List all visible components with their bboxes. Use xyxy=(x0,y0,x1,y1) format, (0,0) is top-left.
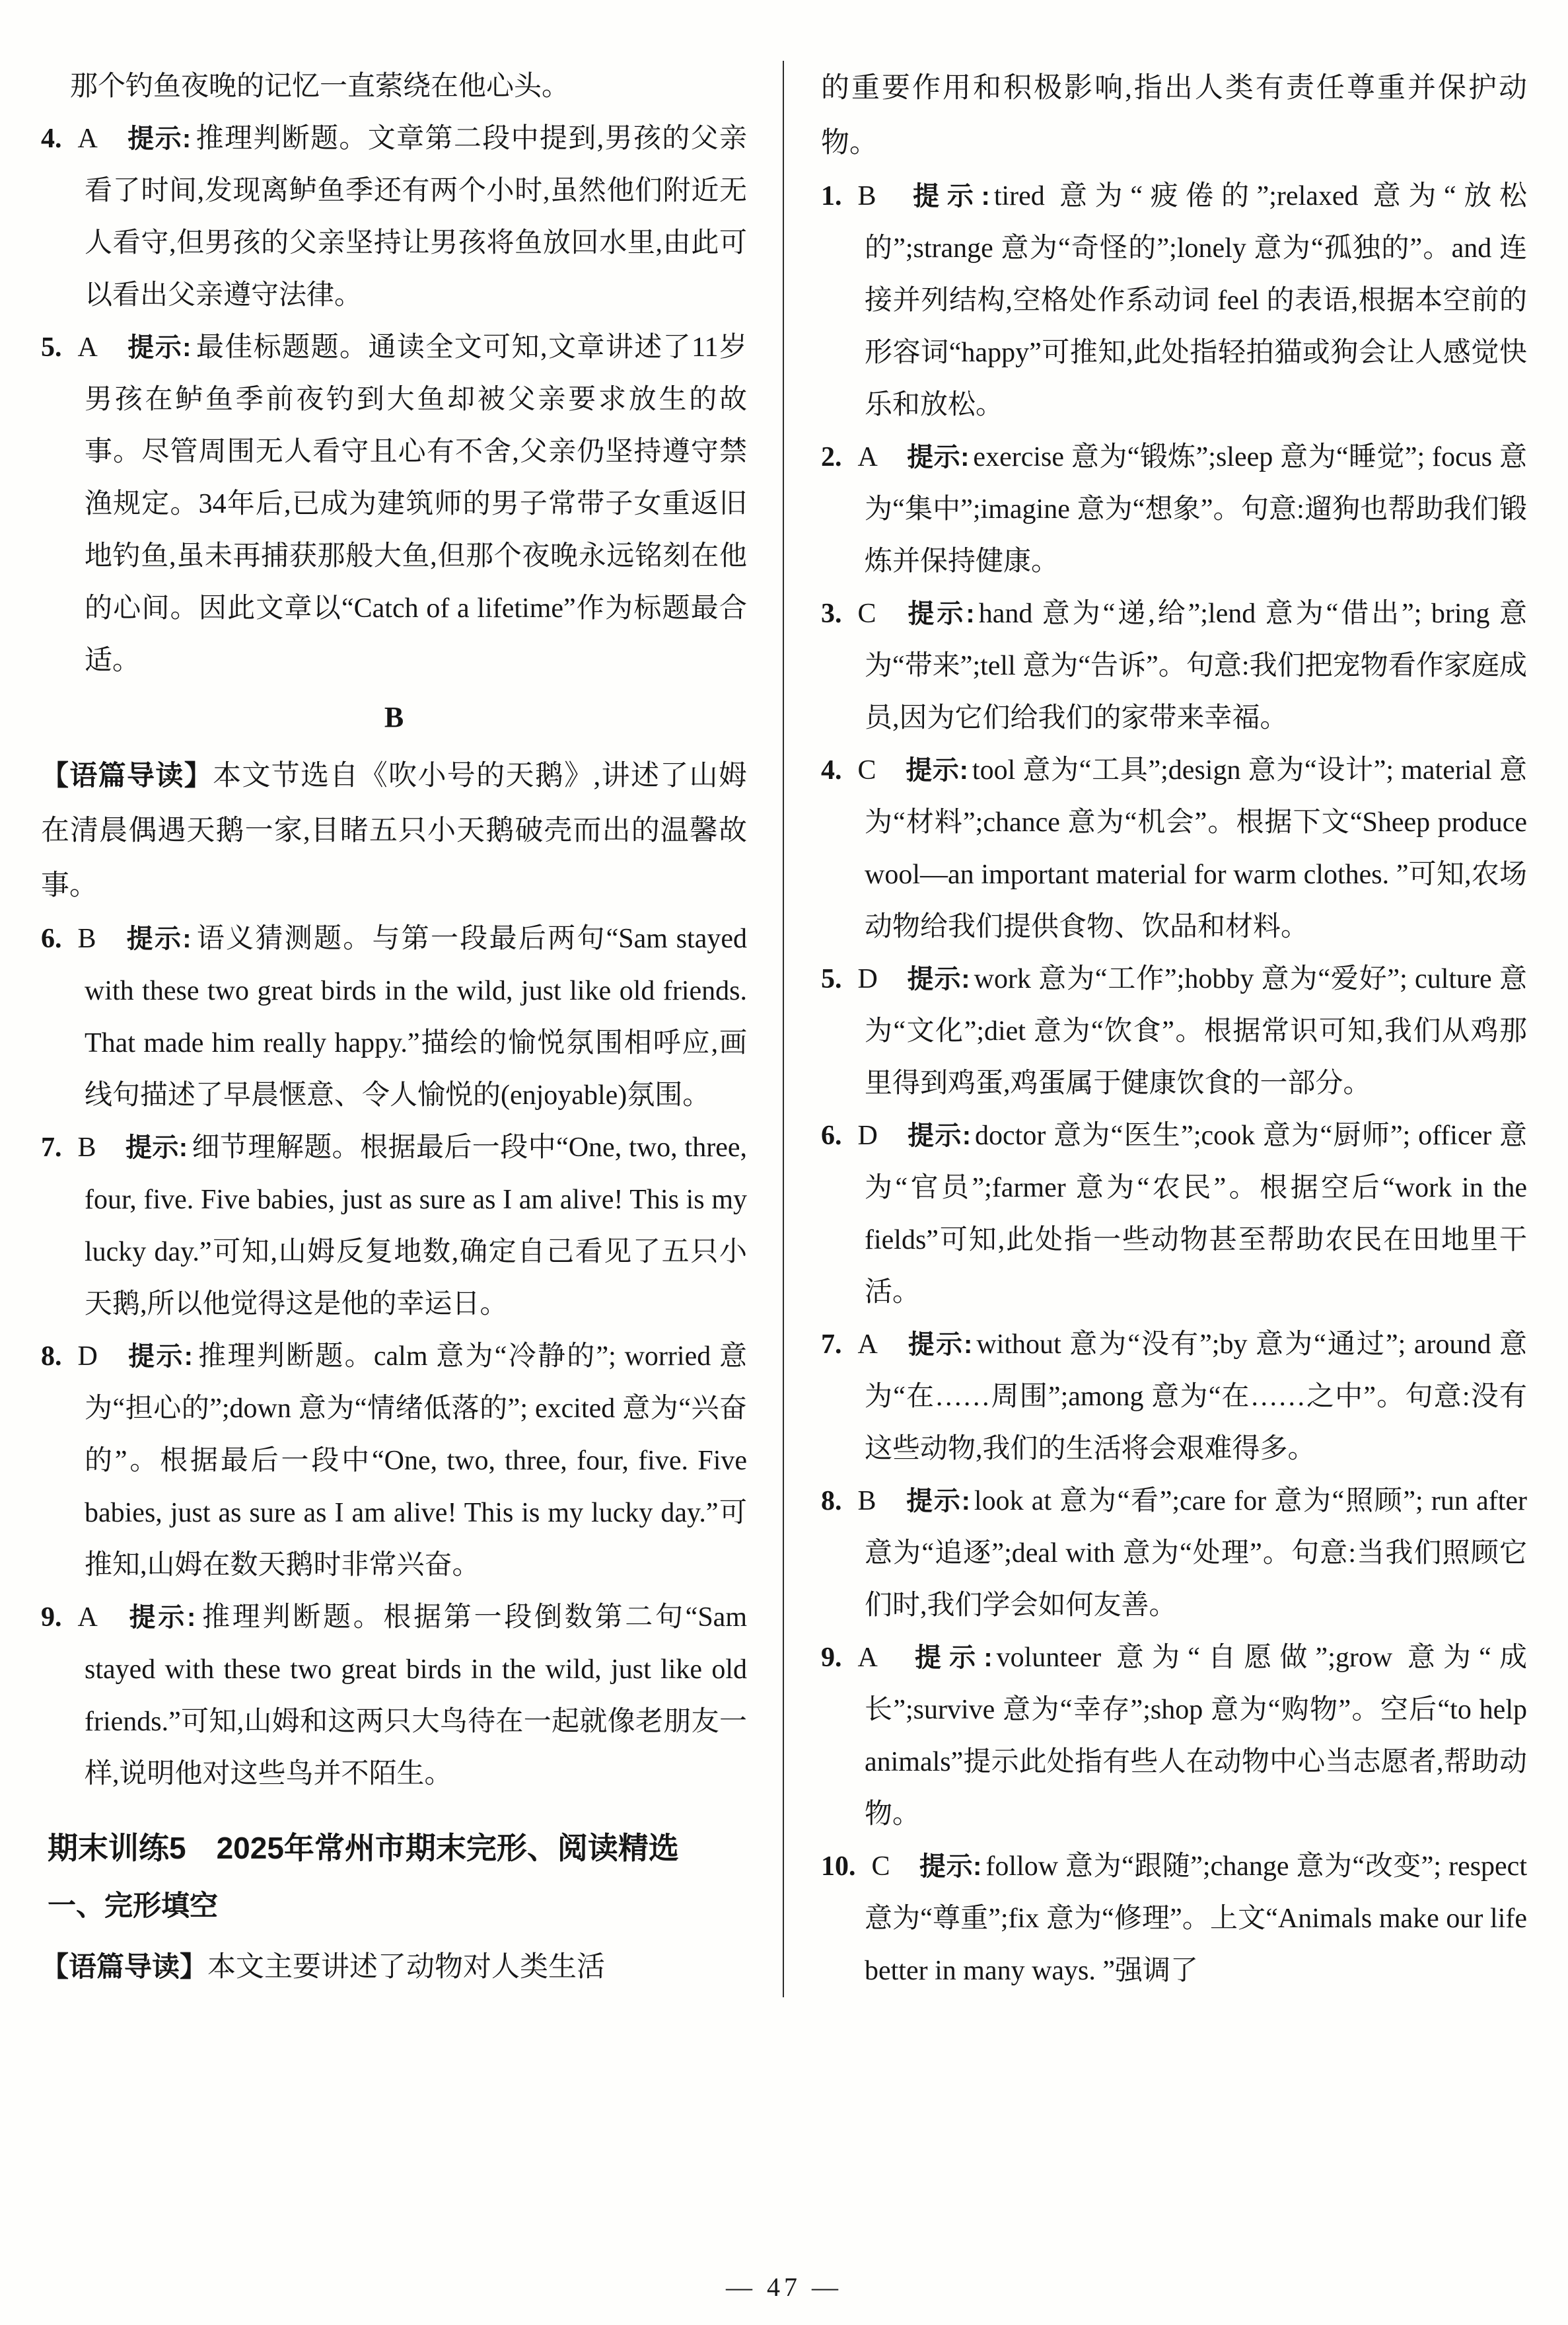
answer-letter: D xyxy=(77,1341,98,1372)
cloze-section-heading: 一、完形填空 xyxy=(48,1890,218,1922)
answer-item-6 xyxy=(821,1110,1527,1319)
paragraph-continuation: 那个钓鱼夜晚的记忆一直萦绕在他心头。 xyxy=(70,71,570,102)
question-number: 6. xyxy=(821,1121,842,1151)
answer-letter: A xyxy=(857,1642,878,1673)
explanation-text: look at 意为“看”;care for 意为“照顾”; run after 意为“追逐”;deal with 意为“处理”。句意:当我们照顾它们时,我们学会如何友善。 xyxy=(865,1486,1527,1621)
explanation-text: doctor 意为“医生”;cook 意为“厨师”; officer 意为“官员”;farmer 意为“农民”。根据空后“work in the fields”可知,此处指一些动物甚至帮助农民在田地里干活。 xyxy=(865,1121,1528,1308)
hint-label: 提示: xyxy=(905,182,990,211)
answer-letter: A xyxy=(77,332,98,363)
answer-item-6 xyxy=(41,913,747,1122)
hint-label: 提示: xyxy=(906,1643,993,1672)
guide-text: 本文主要讲述了动物对人类生活 xyxy=(207,1952,606,1983)
question-number: 7. xyxy=(41,1132,62,1163)
left-column xyxy=(41,61,784,1997)
hint-label: 提示: xyxy=(125,1133,188,1162)
explanation-text: 最佳标题题。通读全文可知,文章讲述了11岁男孩在鲈鱼季前夜钓到大鱼却被父亲要求放生的故事。尽管周围无人看守且心有不舍,父亲仍坚持遵守禁渔规定。34年后,已成为建筑师的男子常带子女重返旧地钓鱼,虽未再捕获那般大鱼,但那个夜晚永远铭刻在他的心间。因此文章以“Catch of a lifetime”作为标题最合适。 xyxy=(85,332,747,676)
answer-item-4 xyxy=(821,745,1527,953)
passage-guide-cloze xyxy=(41,1939,747,1995)
answer-letter: C xyxy=(857,599,876,629)
answer-item-9 xyxy=(821,1632,1527,1841)
answer-letter: B xyxy=(857,1486,876,1516)
question-number: 4. xyxy=(41,124,62,154)
answer-letter: C xyxy=(857,755,876,786)
hint-label: 提示: xyxy=(126,333,192,362)
hint-label: 提示: xyxy=(126,124,192,153)
answer-letter: A xyxy=(77,1602,98,1633)
answer-letter: B xyxy=(857,181,876,211)
hint-label: 提示: xyxy=(919,1852,982,1881)
explanation-text: volunteer 意为“自愿做”;grow 意为“成长”;survive 意为“幸存”;shop 意为“购物”。空后“to help animals”提示此处指有些人在动物中心当志愿者,帮助动物。 xyxy=(865,1642,1527,1829)
answer-item-5 xyxy=(41,322,747,687)
guide-continuation: 的重要作用和积极影响,指出人类有责任尊重并保护动物。 xyxy=(821,73,1527,159)
answer-item-4 xyxy=(41,113,747,322)
question-number: 6. xyxy=(41,924,62,954)
explanation-text: 语义猜测题。与第一段最后两句“Sam stayed with these two great birds in the wild, just like old friends. That made him really happy.”描绘的愉悦氛围相呼应,画线句描述了早晨惬意、令人愉悦的(enjoyable)氛围。 xyxy=(85,924,747,1111)
passage-section-label: B xyxy=(384,701,404,733)
passage-guide-b xyxy=(41,748,747,913)
hint-label: 提示: xyxy=(906,965,970,994)
question-number: 8. xyxy=(821,1486,842,1516)
hint-label: 提示: xyxy=(906,443,970,472)
answer-item-1 xyxy=(821,170,1527,431)
explanation-text: 推理判断题。calm 意为“冷静的”; worried 意为“担心的”;down 意为“情绪低落的”; excited 意为“兴奋的”。根据最后一段中“One, two, three, four, five. Five babies, just as sure as I am alive! This is my lucky day.”可推知,山姆在数天鹅时非常兴奋。 xyxy=(85,1341,747,1580)
hint-label: 提示: xyxy=(905,599,975,628)
hint-label: 提示: xyxy=(905,1487,970,1516)
question-number: 8. xyxy=(41,1341,62,1372)
question-number: 9. xyxy=(41,1602,62,1633)
explanation-text: tool 意为“工具”;design 意为“设计”; material 意为“材料”;chance 意为“机会”。根据下文“Sheep produce wool—an important material for warm clothes. ”可知,农场动物给我们提供食物、饮品和材料。 xyxy=(865,755,1527,942)
answer-item-9 xyxy=(41,1592,747,1800)
question-number: 4. xyxy=(821,755,842,786)
hint-label: 提示: xyxy=(125,924,192,953)
hint-label: 提示: xyxy=(906,1121,972,1150)
exam-section-heading: 期末训练5 2025年常州市期末完形、阅读精选 xyxy=(48,1831,679,1865)
explanation-text: follow 意为“跟随”;change 意为“改变”; respect 意为“尊重”;fix 意为“修理”。上文“Animals make our life better in many ways. ”强调了 xyxy=(865,1851,1527,1986)
hint-label: 提示: xyxy=(126,1603,196,1632)
answer-item-7 xyxy=(41,1122,747,1331)
answer-letter: D xyxy=(857,964,878,994)
question-number: 5. xyxy=(41,332,62,363)
answer-item-8 xyxy=(41,1331,747,1592)
question-number: 2. xyxy=(821,442,842,472)
explanation-text: tired 意为“疲倦的”;relaxed 意为“放松的”;strange 意为“奇怪的”;lonely 意为“孤独的”。and 连接并列结构,空格处作系动词 feel 的表语,根据本空前的形容词“happy”可推知,此处指轻拍猫或狗会让人感觉快乐和放松。 xyxy=(865,181,1527,420)
guide-label: 【语篇导读】 xyxy=(41,1951,208,1982)
question-number: 1. xyxy=(821,181,842,211)
answer-item-8 xyxy=(821,1475,1527,1632)
answer-letter: A xyxy=(857,1329,878,1360)
answer-item-7 xyxy=(821,1319,1527,1475)
right-column xyxy=(784,61,1527,1997)
question-number: 9. xyxy=(821,1642,842,1673)
question-number: 7. xyxy=(821,1329,842,1360)
answer-letter: A xyxy=(857,442,878,472)
page-number: — 47 — xyxy=(726,2272,842,2302)
hint-label: 提示: xyxy=(906,1330,973,1359)
explanation-text: without 意为“没有”;by 意为“通过”; around 意为“在……周围”;among 意为“在……之中”。句意:没有这些动物,我们的生活将会艰难得多。 xyxy=(865,1329,1527,1464)
guide-text: 本文节选自《吹小号的天鹅》,讲述了山姆在清晨偶遇天鹅一家,目睹五只小天鹅破壳而出的温馨故事。 xyxy=(41,760,747,901)
explanation-text: 细节理解题。根据最后一段中“One, two, three, four, five. Five babies, just as sure as I am alive! This is my lucky day.”可知,山姆反复地数,确定自己看见了五只小天鹅,所以他觉得这是他的幸运日。 xyxy=(85,1132,747,1319)
answer-letter: D xyxy=(857,1121,878,1151)
question-number: 10. xyxy=(821,1851,856,1882)
explanation-text: exercise 意为“锻炼”;sleep 意为“睡觉”; focus 意为“集中”;imagine 意为“想象”。句意:遛狗也帮助我们锻炼并保持健康。 xyxy=(865,442,1527,577)
answer-item-3 xyxy=(821,588,1527,745)
answer-letter: B xyxy=(77,1132,96,1163)
answer-item-5 xyxy=(821,953,1527,1110)
answer-item-2 xyxy=(821,431,1527,588)
explanation-text: work 意为“工作”;hobby 意为“爱好”; culture 意为“文化”;diet 意为“饮食”。根据常识可知,我们从鸡那里得到鸡蛋,鸡蛋属于健康饮食的一部分。 xyxy=(865,964,1527,1099)
explanation-text: 推理判断题。文章第二段中提到,男孩的父亲看了时间,发现离鲈鱼季还有两个小时,虽然他们附近无人看守,但男孩的父亲坚持让男孩将鱼放回水里,由此可以看出父亲遵守法律。 xyxy=(85,124,747,311)
answer-item-10 xyxy=(821,1841,1527,1997)
explanation-text: hand 意为“递,给”;lend 意为“借出”; bring 意为“带来”;tell 意为“告诉”。句意:我们把宠物看作家庭成员,因为它们给我们的家带来幸福。 xyxy=(865,599,1527,733)
explanation-text: 推理判断题。根据第一段倒数第二句“Sam stayed with these two great birds in the wild, just like old friends.”可知,山姆和这两只大鸟待在一起就像老朋友一样,说明他对这些鸟并不陌生。 xyxy=(85,1602,747,1789)
question-number: 3. xyxy=(821,599,842,629)
answer-letter: A xyxy=(77,124,98,154)
answer-letter: B xyxy=(77,924,96,954)
answer-letter: C xyxy=(871,1851,890,1882)
hint-label: 提示: xyxy=(126,1342,193,1371)
question-number: 5. xyxy=(821,964,842,994)
hint-label: 提示: xyxy=(905,756,968,785)
guide-label: 【语篇导读】 xyxy=(41,760,213,791)
